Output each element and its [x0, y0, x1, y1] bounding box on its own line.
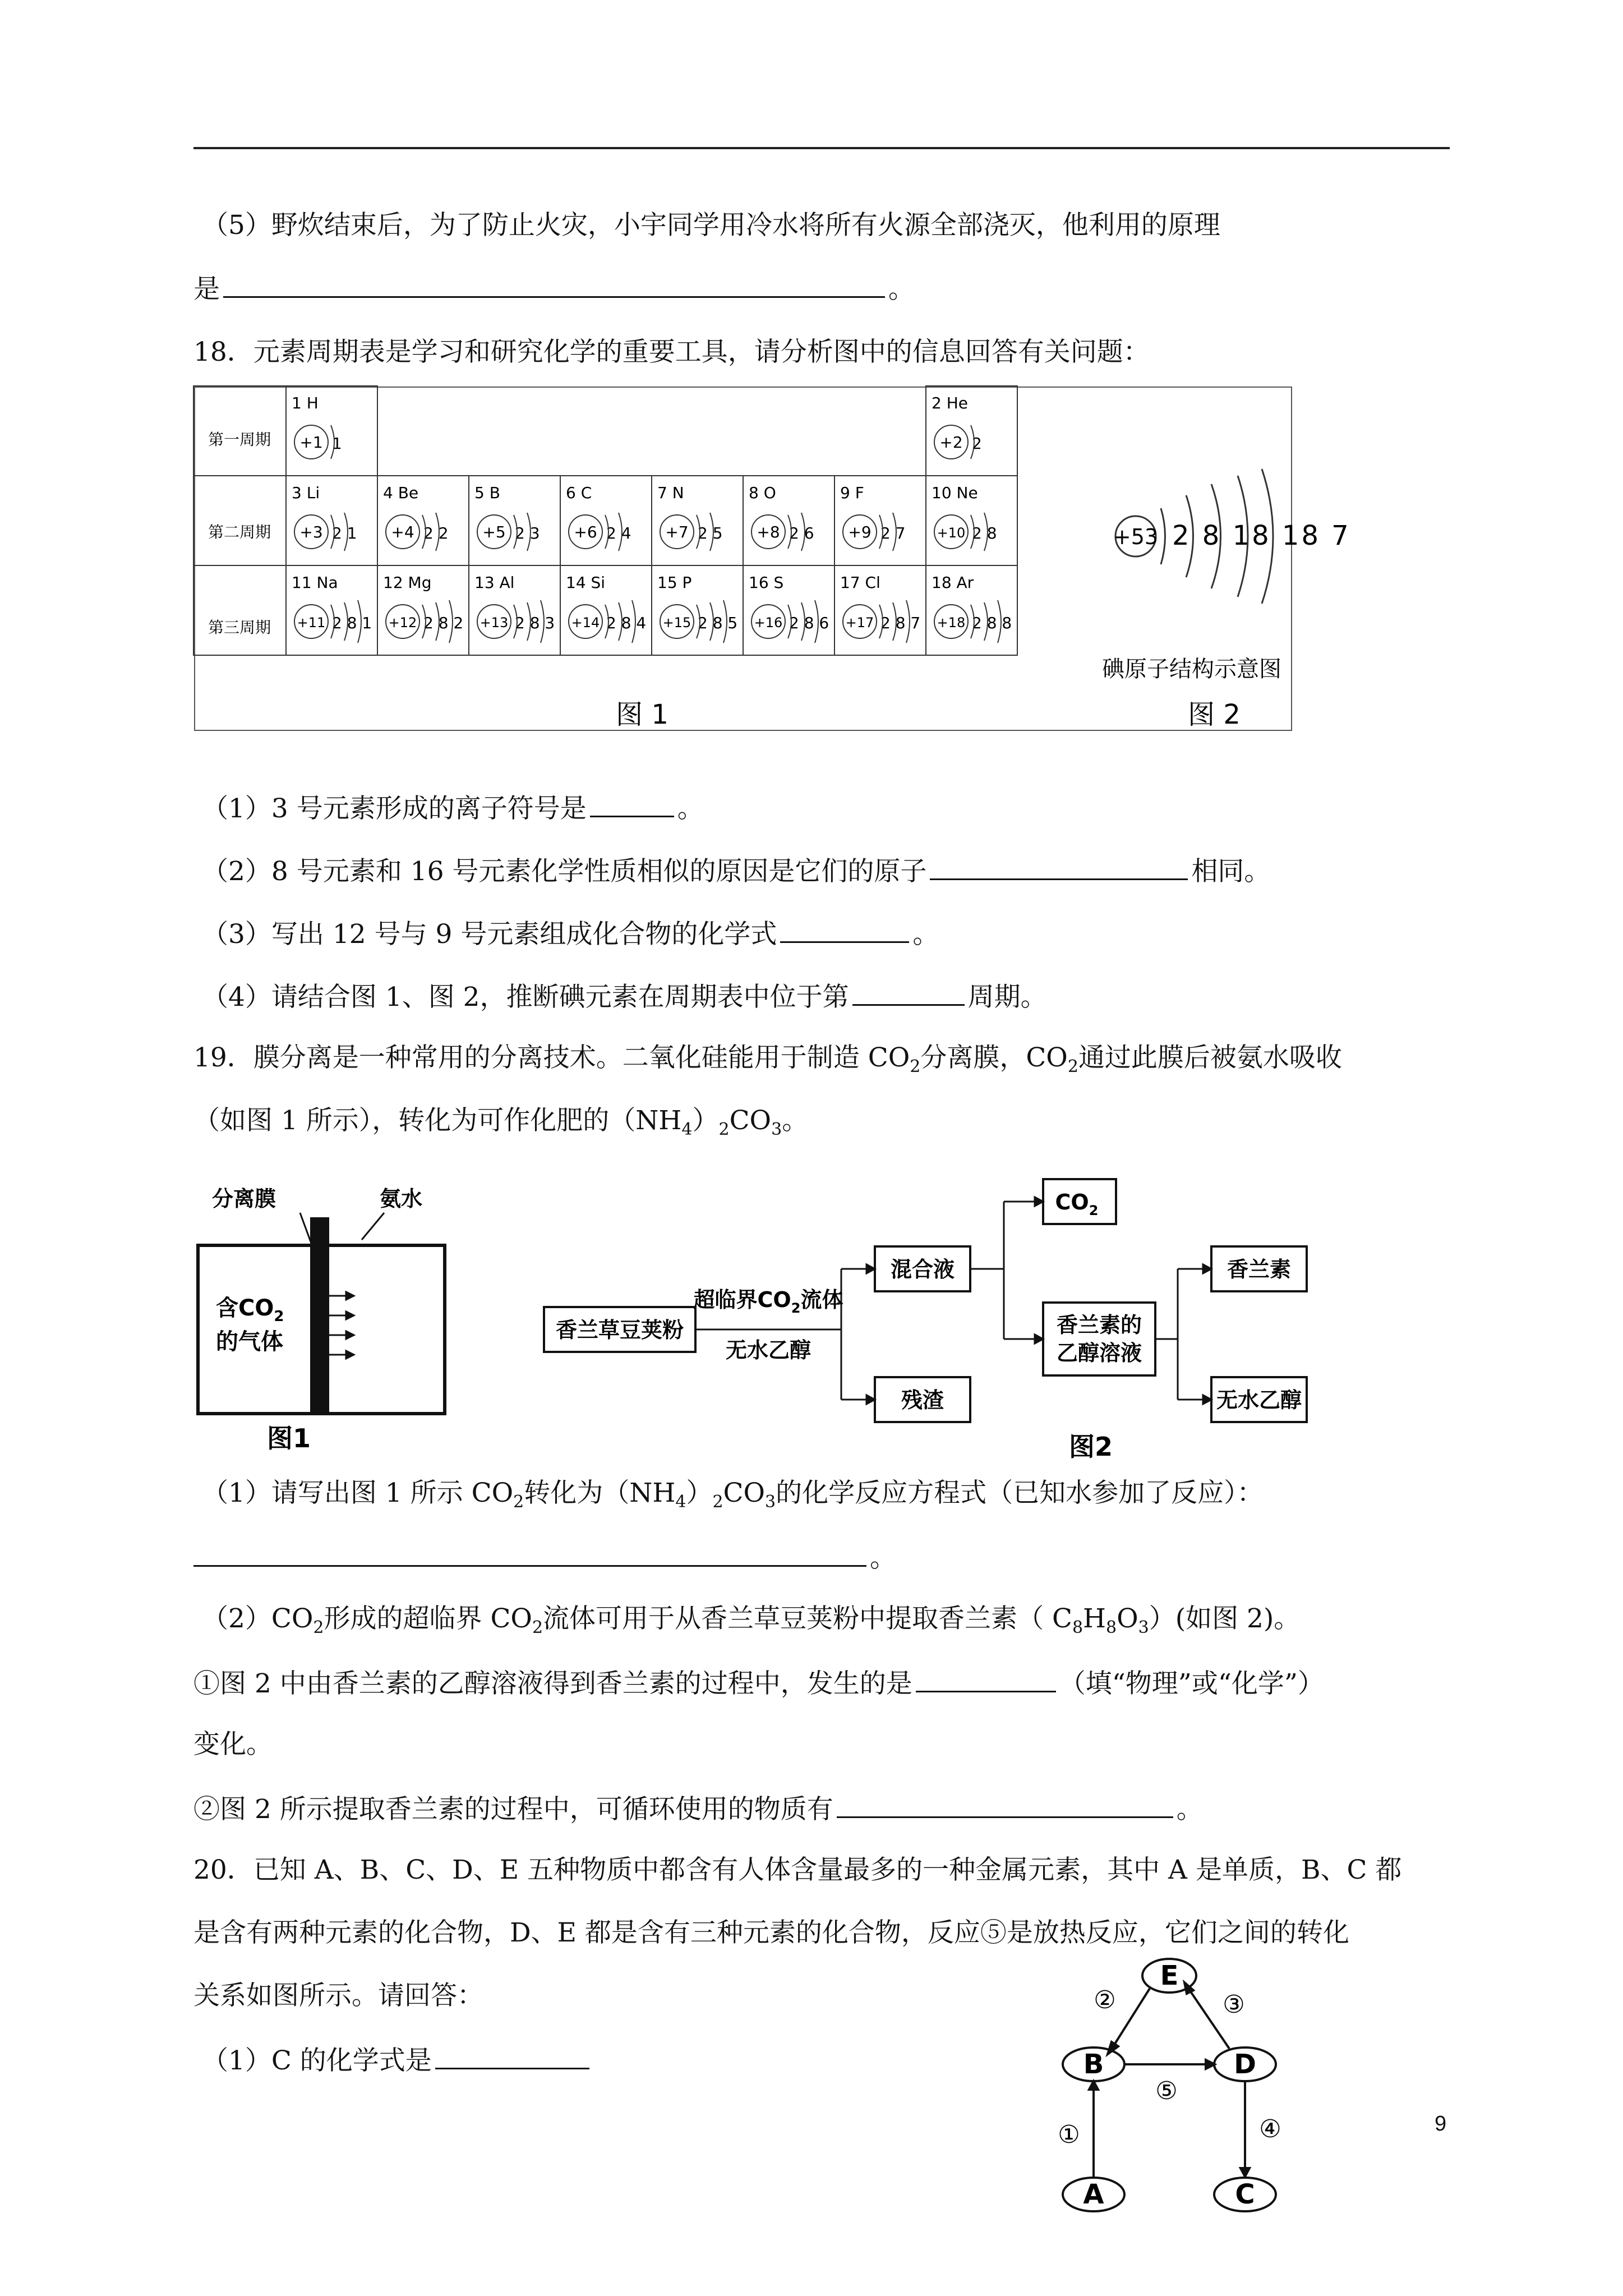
element-label: 5 B	[474, 484, 500, 502]
element-Ne	[932, 484, 997, 551]
answer-blank-20-1[interactable]	[435, 2042, 589, 2069]
answer-blank-18-2[interactable]	[930, 853, 1188, 880]
q19-fig1-caption: 图1	[266, 1423, 311, 1453]
membrane-label: 分离膜	[211, 1186, 276, 1211]
flow-residue: 残渣	[901, 1388, 944, 1412]
electron-shells: 2 1	[332, 524, 357, 542]
q19-c1-b: （填“物理”或“化学”）	[1059, 1668, 1324, 1699]
page-number: 9	[1435, 2112, 1447, 2136]
node-E: E	[1160, 1960, 1179, 1991]
q19-sub2-c: 流体可用于从香兰草豆荚粉中提取香兰素（ C	[543, 1603, 1072, 1634]
element-label: 9 F	[840, 484, 864, 502]
periodic-table-figure	[193, 386, 1351, 736]
electron-shells: 2 4	[606, 524, 631, 542]
q18-sub3	[202, 915, 939, 951]
node-B: B	[1083, 2049, 1104, 2080]
element-Si	[566, 573, 646, 643]
nucleus-charge: +11	[297, 615, 326, 631]
q18-sub4	[202, 978, 1047, 1014]
electron-shells: 2 8 5	[698, 614, 738, 632]
flow-solution-1: 香兰素的	[1056, 1313, 1142, 1337]
q18-stem: 18．元素周期表是学习和研究化学的重要工具，请分析图中的信息回答有关问题：	[193, 337, 1150, 367]
element-Al	[474, 573, 555, 643]
element-O	[749, 484, 814, 551]
sub-2: 2	[513, 1492, 524, 1512]
electron-shells: 2 6	[789, 524, 814, 542]
element-C	[566, 484, 631, 551]
flow-solution-2: 乙醇溶液	[1056, 1341, 1142, 1365]
node-D: D	[1234, 2049, 1256, 2080]
nucleus-charge: +1	[299, 433, 323, 452]
q19-text-f: CO	[729, 1105, 772, 1136]
electron-shells: 2 8 3	[515, 614, 555, 632]
q19-text-b: 分离膜，CO	[920, 1042, 1068, 1073]
sub-8: 8	[1106, 1618, 1117, 1637]
nucleus-charge: +5	[482, 523, 506, 541]
nucleus-charge: +16	[754, 615, 783, 631]
element-label: 15 P	[657, 573, 692, 592]
q19-sub1-a: （1）请写出图 1 所示 CO	[202, 1478, 514, 1508]
reaction-2: ②	[1094, 1986, 1116, 2014]
element-label: 4 Be	[383, 484, 419, 502]
period-2-label: 第二周期	[208, 523, 271, 541]
electron-shells: 2 8	[972, 524, 997, 542]
q19-c2	[193, 1791, 1203, 1826]
extraction-flow-figure	[538, 1172, 1318, 1466]
nucleus-charge: +14	[571, 615, 600, 631]
sub-4: 4	[681, 1120, 693, 1139]
element-H	[292, 394, 342, 459]
iodine-shells: 2 8 18 18 7	[1172, 520, 1351, 551]
q17-end: 。	[888, 274, 915, 305]
q18-sub4-text: （4）请结合图 1、图 2，推断碘元素在周期表中位于第	[202, 982, 849, 1013]
electron-shells: 1	[332, 434, 342, 453]
q18-sub1	[202, 790, 704, 826]
electron-shells: 2 8 8	[972, 614, 1012, 632]
answer-blank-19-2-2[interactable]	[837, 1791, 1173, 1818]
nucleus-charge: +7	[665, 523, 689, 541]
q18-sub3-text: （3）写出 12 号与 9 号元素组成化合物的化学式	[202, 919, 777, 950]
q20-sub1	[202, 2042, 593, 2078]
nucleus-charge: +13	[479, 615, 509, 631]
q18-sub2-text: （2）8 号元素和 16 号元素化学性质相似的原因是它们的原子	[202, 856, 927, 887]
element-label: 14 Si	[566, 573, 606, 592]
nucleus-charge: +10	[937, 525, 966, 541]
electron-shells: 2 8 4	[606, 614, 647, 632]
q19-sub2-d: H	[1083, 1603, 1106, 1634]
nucleus-charge: +17	[845, 615, 874, 631]
element-P	[657, 573, 737, 643]
element-Cl	[840, 573, 920, 643]
q18-sub1-end: 。	[677, 793, 704, 824]
sub-4: 4	[675, 1492, 686, 1512]
q19-text-c: 通过此膜后被氨水吸收	[1078, 1042, 1342, 1073]
electron-shells: 2 2	[423, 524, 449, 542]
flow-mix: 混合液	[890, 1257, 955, 1282]
reaction-4: ④	[1259, 2115, 1281, 2143]
iodine-diagram	[1102, 469, 1351, 682]
iodine-nucleus: +53	[1113, 524, 1159, 549]
element-label: 13 Al	[474, 573, 515, 592]
q18-sub2	[202, 853, 1270, 889]
flow-ethanol: 无水乙醇	[1216, 1388, 1302, 1412]
electron-shells: 2 5	[698, 524, 723, 542]
element-Be	[383, 484, 449, 551]
element-label: 16 S	[749, 573, 784, 592]
sub-8: 8	[1072, 1618, 1083, 1637]
electron-shells: 2 8 7	[880, 614, 921, 632]
electron-shells: 2 3	[515, 524, 540, 542]
element-He	[932, 394, 982, 459]
q19-text-e: ）	[692, 1105, 719, 1136]
membrane-svg	[193, 1178, 463, 1458]
element-label: 6 C	[566, 484, 592, 502]
sub-2: 2	[910, 1057, 921, 1076]
electron-shells: 2 8 6	[789, 614, 829, 632]
membrane-figure	[193, 1178, 463, 1461]
nucleus-charge: +15	[662, 615, 691, 631]
answer-blank-18-3[interactable]	[780, 915, 909, 943]
answer-blank-18-1[interactable]	[590, 790, 674, 817]
nucleus-charge: +2	[939, 433, 963, 452]
q20-sub1-text: （1）C 的化学式是	[202, 2045, 432, 2076]
element-Ar	[932, 573, 1012, 643]
q19-c2-b: 。	[1176, 1794, 1203, 1825]
element-label: 1 H	[292, 394, 319, 412]
period-1-label: 第一周期	[208, 430, 271, 449]
sub-3: 3	[765, 1492, 776, 1512]
q18-sub3-end: 。	[912, 919, 939, 950]
q18-sub2-end: 相同。	[1191, 856, 1271, 887]
nucleus-charge: +18	[937, 615, 966, 631]
period-label-cell	[193, 476, 286, 565]
element-Li	[292, 484, 357, 551]
element-label: 2 He	[932, 394, 968, 412]
electron-shells: 2 7	[880, 524, 906, 542]
nucleus-charge: +3	[299, 523, 323, 541]
answer-blank-18-4[interactable]	[852, 978, 965, 1006]
membrane-bar	[310, 1217, 329, 1414]
sub-2: 2	[532, 1618, 543, 1637]
answer-blank-19-2-1[interactable]	[916, 1665, 1056, 1692]
sub-2: 2	[718, 1120, 730, 1139]
nucleus-charge: +8	[757, 523, 780, 541]
q19-sub1-d: CO	[723, 1478, 766, 1508]
element-label: 18 Ar	[932, 573, 974, 592]
q19-sub1	[202, 1476, 1264, 1510]
q19-sub1-c: ）	[686, 1478, 713, 1508]
electron-shells: 2 8 1	[332, 614, 372, 632]
q19-sub1-end: 。	[870, 1543, 896, 1573]
nucleus-charge: +6	[574, 523, 597, 541]
element-label: 7 N	[657, 484, 684, 502]
element-label: 8 O	[749, 484, 776, 502]
nucleus-charge: +12	[388, 615, 417, 631]
element-label: 3 Li	[292, 484, 320, 502]
period-label-cell	[193, 565, 286, 655]
element-N	[657, 484, 723, 551]
q19-c2-a: ②图 2 所示提取香兰素的过程中，可循环使用的物质有	[193, 1794, 833, 1825]
q20-line1: 20．已知 A、B、C、D、E 五种物质中都含有人体含量最多的一种金属元素，其中 A 是单质，B、C 都	[193, 1855, 1402, 1885]
reaction-1: ①	[1058, 2120, 1080, 2149]
element-F	[840, 484, 906, 551]
electron-shells: 2 8 2	[423, 614, 464, 632]
gas-label-1: 含$CO_2$	[216, 1295, 284, 1325]
header-rule	[193, 147, 1450, 149]
q19-text-a: 19．膜分离是一种常用的分离技术。二氧化硅能用于制造 CO	[193, 1042, 910, 1073]
reaction-network-figure	[1049, 1952, 1318, 2235]
sub-3: 3	[1138, 1618, 1149, 1637]
node-C: C	[1235, 2179, 1255, 2210]
q17-text: 是	[193, 274, 220, 305]
q19-sub2	[202, 1602, 1300, 1636]
q19-sub2-e: O	[1117, 1603, 1138, 1634]
extraction-svg	[538, 1172, 1318, 1464]
flow-start: 香兰草豆荚粉	[555, 1318, 684, 1342]
sub-2: 2	[1067, 1057, 1078, 1076]
sub-3: 3	[771, 1120, 782, 1139]
periodic-figure-svg	[193, 386, 1351, 734]
q18-sub1-text: （1）3 号元素形成的离子符号是	[202, 793, 587, 824]
element-Na	[292, 573, 372, 643]
sub-2: 2	[712, 1492, 723, 1512]
q18-sub4-end: 周期。	[967, 982, 1047, 1013]
period-3-label: 第三周期	[208, 618, 271, 637]
element-label: 17 Cl	[840, 573, 880, 592]
q19-c1-a: ①图 2 中由香兰素的乙醇溶液得到香兰素的过程中，发生的是	[193, 1668, 912, 1699]
flow-arrow-top: 超临界$CO_2$流体	[693, 1287, 843, 1316]
element-label: 12 Mg	[383, 573, 432, 592]
reaction-5: ⑤	[1155, 2077, 1178, 2105]
fig1-caption: 图 1	[616, 699, 668, 730]
q19-stem-line2	[193, 1104, 808, 1138]
q19-sub2-a: （2）CO	[202, 1603, 313, 1634]
node-A: A	[1083, 2179, 1104, 2210]
electron-shells: 2	[972, 434, 982, 453]
nucleus-charge: +9	[848, 523, 872, 541]
reaction-3: ③	[1223, 1990, 1245, 2019]
q19-sub1-answer-line	[193, 1539, 896, 1575]
flow-co2: $CO_2$	[1055, 1190, 1099, 1218]
element-S	[749, 573, 829, 643]
q19-text-d: （如图 1 所示），转化为可作化肥的（NH	[193, 1105, 682, 1136]
answer-blank-19-1[interactable]	[193, 1539, 866, 1567]
fig2-caption: 图 2	[1188, 699, 1241, 730]
q19-fig2-caption: 图2	[1068, 1432, 1113, 1462]
q19-sub1-b: 转化为（NH	[524, 1478, 676, 1508]
q17-sub5-line2	[193, 270, 915, 306]
q17-sub5-line1: （5）野炊结束后，为了防止火灾，小宇同学用冷水将所有火源全部浇灭，他利用的原理	[202, 210, 1220, 241]
answer-blank-17-5[interactable]	[223, 270, 885, 298]
flow-vanillin: 香兰素	[1227, 1257, 1292, 1282]
element-B	[474, 484, 540, 551]
reaction-svg	[1049, 1952, 1318, 2233]
element-label: 10 Ne	[932, 484, 978, 502]
q19-sub2-f: ）(如图 2)。	[1149, 1603, 1301, 1634]
element-Mg	[383, 573, 463, 643]
q19-sub1-e: 的化学反应方程式（已知水参加了反应）：	[776, 1478, 1264, 1508]
q19-c1	[193, 1665, 1324, 1701]
flow-arrow-bottom: 无水乙醇	[725, 1338, 811, 1363]
q20-line2: 是含有两种元素的化合物，D、E 都是含有三种元素的化合物，反应⑤是放热反应，它们之间的转化	[193, 1917, 1349, 1948]
sub-2: 2	[313, 1618, 324, 1637]
nucleus-charge: +4	[391, 523, 414, 541]
ammonia-label: 氨水	[379, 1186, 423, 1211]
q19-stem-line1	[193, 1041, 1342, 1075]
q19-text-g: 。	[782, 1105, 809, 1136]
q19-c1-end: 变化。	[193, 1729, 273, 1760]
gas-label-2: 的气体	[216, 1329, 283, 1355]
element-label: 11 Na	[292, 573, 338, 592]
q20-line3: 关系如图所示。请回答：	[193, 1980, 483, 2011]
iodine-caption: 碘原子结构示意图	[1102, 656, 1281, 682]
q19-sub2-b: 形成的超临界 CO	[324, 1603, 532, 1634]
